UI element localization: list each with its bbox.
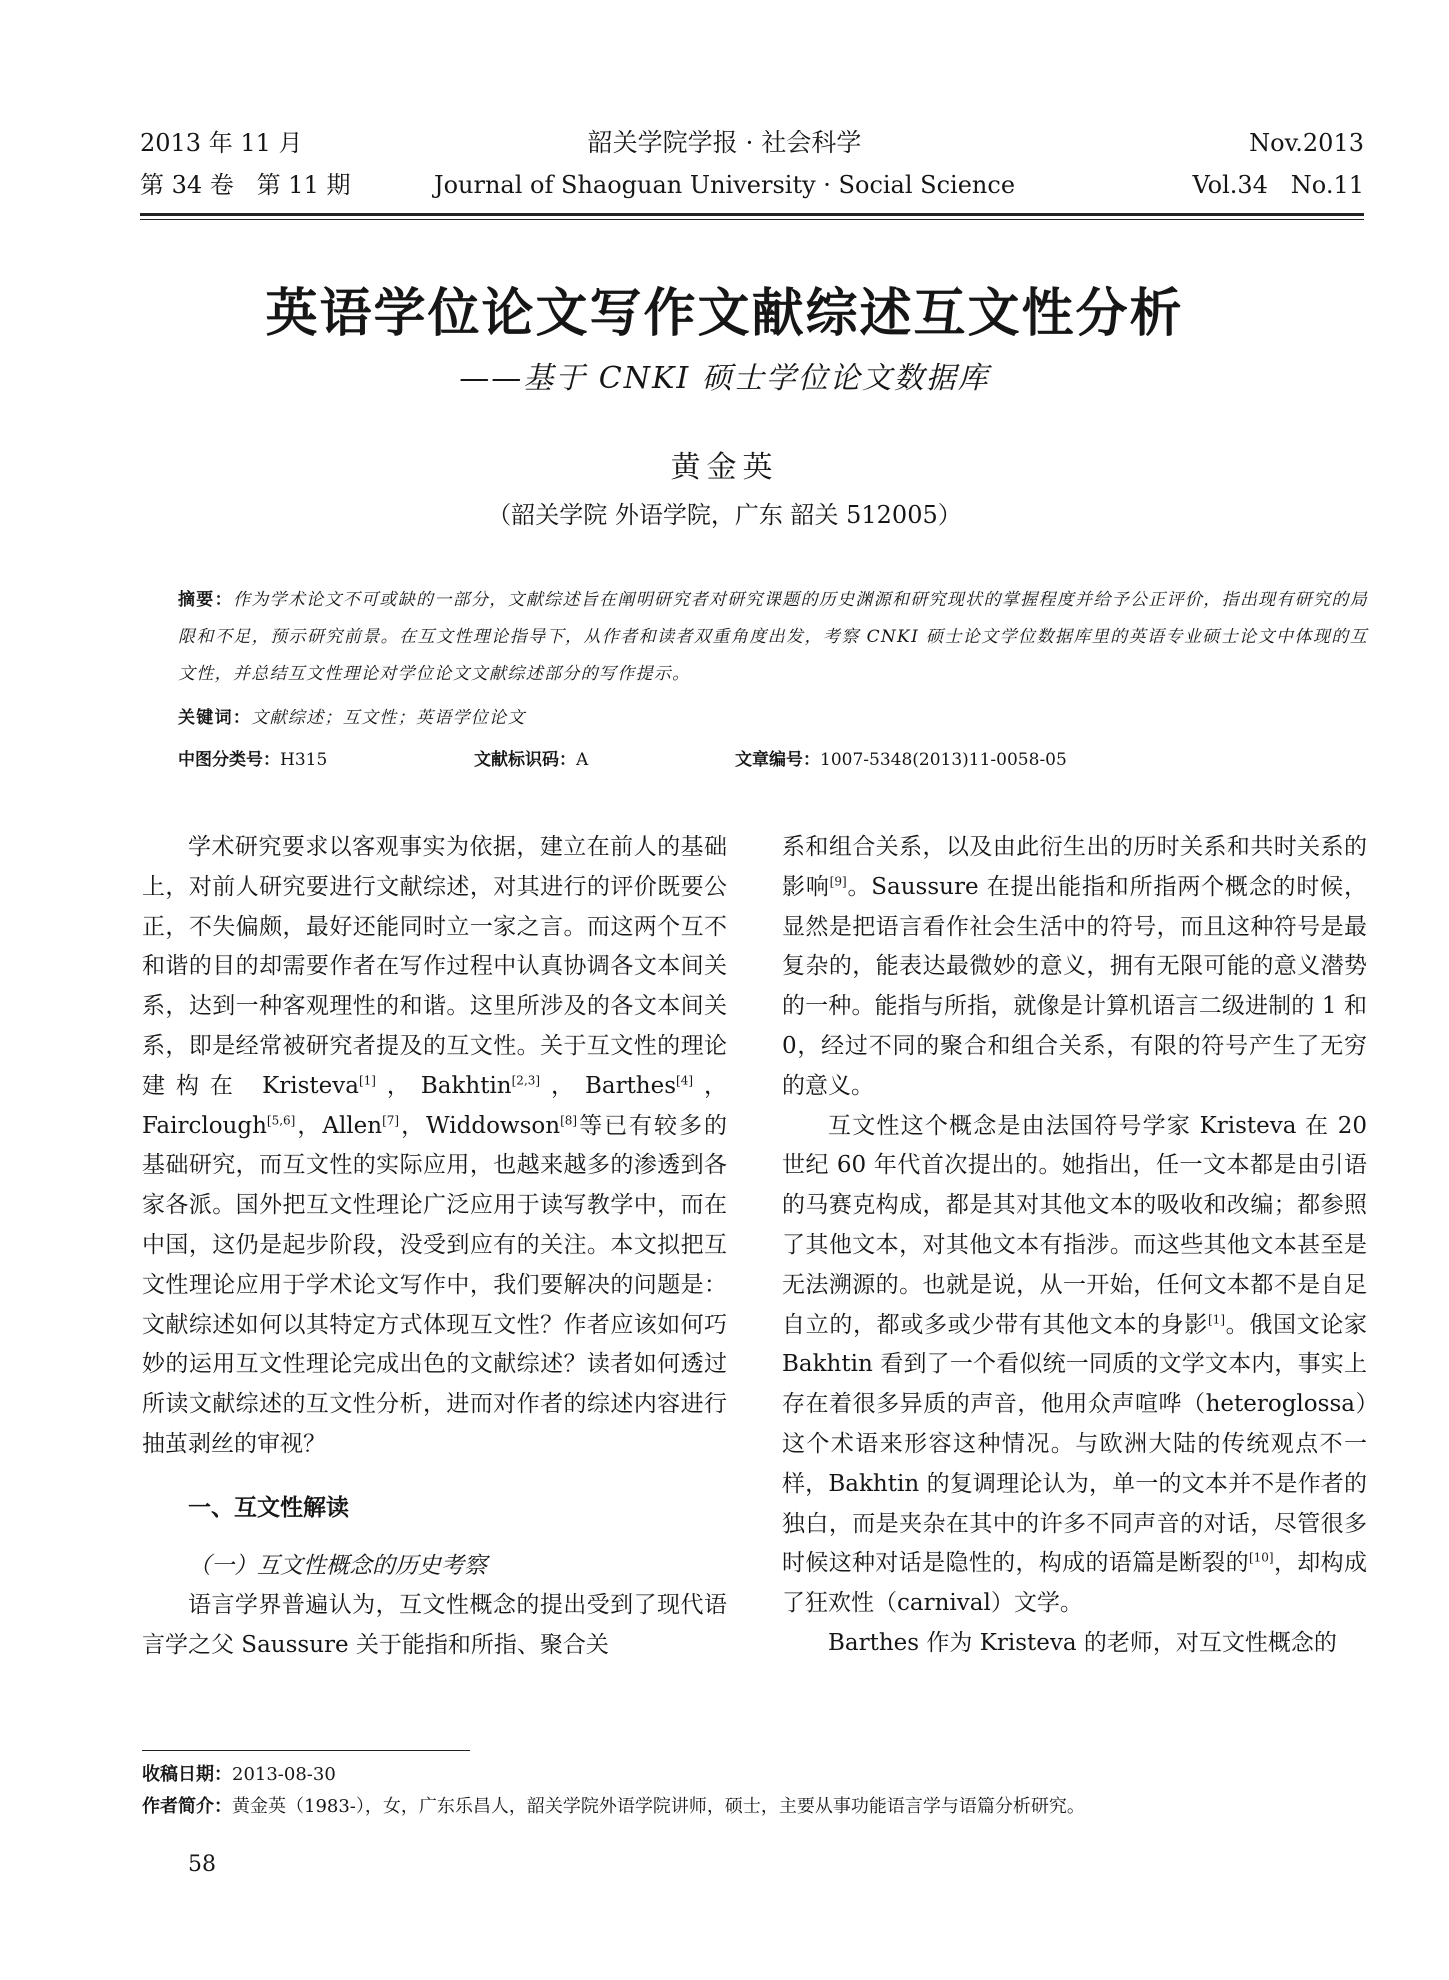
body-column-right (782, 828, 1367, 1664)
abstract-label: 摘要： (178, 590, 233, 610)
clc-number (178, 745, 327, 775)
header-journal-en: Journal of Shaoguan University · Social Science (433, 171, 1016, 199)
document-code-value: A (576, 750, 589, 770)
bio-label: 作者简介： (142, 1796, 232, 1817)
article-author: 黄金英 (670, 450, 779, 485)
header-rule-thin (140, 219, 1364, 220)
header-date-en: Nov.2013 (1249, 129, 1364, 157)
citation-ref[interactable]: [1] (358, 1073, 376, 1088)
header-rule-thick (140, 213, 1364, 216)
footnote-author-bio (142, 1794, 1085, 1820)
page-number: 58 (188, 1852, 216, 1877)
bio-text: 黄金英（1983-），女，广东乐昌人，韶关学院外语学院讲师，硕士，主要从事功能语言学与语篇分析研究。 (232, 1796, 1085, 1817)
received-date: 2013-08-30 (232, 1764, 336, 1785)
citation-ref[interactable]: [8] (560, 1112, 578, 1127)
abstract (178, 582, 1368, 693)
header-date-cn: 2013 年 11 月 (140, 129, 303, 157)
citation-ref[interactable]: [4] (676, 1073, 694, 1088)
paragraph: 系和组合关系，以及由此衍生出的历时关系和共时关系的影响[9]。Saussure 在提出能指和所指两个概念的时候，显然是把语言看作社会生活中的符号，而且这种符号是最复杂的，能表达最微妙的意义，拥有无限可能的意义潜势的一种。能指与所指，就像是计算机语言二级进制的 1 和 0，经过不同的聚合和组合关系，有限的符号产生了无穷的意义。 (782, 834, 1367, 1099)
document-code-label: 文献标识码： (474, 750, 576, 770)
header-volume-en: Vol.34 No.11 (1192, 171, 1364, 199)
citation-ref[interactable]: [1] (1208, 1311, 1225, 1326)
section-heading: 一、互文性解读 (188, 1494, 349, 1521)
article-affiliation: （韶关学院 外语学院，广东 韶关 512005） (487, 501, 962, 529)
keywords-text: 文献综述；互文性；英语学位论文 (251, 708, 526, 728)
citation-ref[interactable]: [10] (1248, 1550, 1274, 1565)
keywords (178, 703, 526, 733)
citation-ref[interactable]: [9] (829, 874, 847, 889)
article-title: 英语学位论文写作文献综述互文性分析 (265, 284, 1184, 344)
paragraph-intro: 学术研究要求以客观事实为依据，建立在前人的基础上，对前人研究要进行文献综述，对其进行的评价既要公正，不失偏颇，最好还能同时立一家之言。而这两个互不和谐的目的却需要作者在写作过程中认真协调各文本间关系，达到一种客观理性的和谐。这里所涉及的各文本间关系，即是经常被研究者提及的互文性。关于互文性的理论建构在 Kristeva[1]，Bakhtin[2,3]，Barthes[4]，Fairclough[5,6]，Allen[7]，Widdowson[8]等已有较多的基础研究，而互文性的实际应用，也越来越多的渗透到各家各派。国外把互文性理论广泛应用于读写教学中，而在中国，这仍是起步阶段，没受到应有的关注。本文拟把互文性理论应用于学术论文写作中，我们要解决的问题是：文献综述如何以其特定方式体现互文性？作者应该如何巧妙的运用互文性理论完成出色的文献综述？读者如何透过所读文献综述的互文性分析，进而对作者的综述内容进行抽茧剥丝的审视？ (142, 834, 727, 1457)
subsection-heading: （一）互文性概念的历史考察 (188, 1552, 487, 1579)
header-journal-cn: 韶关学院学报 · 社会科学 (587, 128, 862, 157)
footnote-received (142, 1762, 336, 1788)
received-label: 收稿日期： (142, 1764, 232, 1785)
keywords-label: 关键词： (178, 708, 252, 728)
body-column-left (142, 828, 727, 1666)
article-number-label: 文章编号： (735, 750, 820, 770)
clc-label: 中图分类号： (178, 750, 280, 770)
citation-ref[interactable]: [5,6] (266, 1112, 296, 1127)
article-number-value: 1007-5348(2013)11-0058-05 (820, 750, 1067, 770)
article-subtitle: ——基于 CNKI 硕士学位论文数据库 (459, 361, 990, 396)
article-number (735, 745, 1067, 775)
paragraph: 互文性这个概念是由法国符号学家 Kristeva 在 20 世纪 60 年代首次提出的。她指出，任一文本都是由引语的马赛克构成，都是其对其他文本的吸收和改编；都参照了其他文本，对其他文本有指涉。而这些其他文本甚至是无法溯源的。也就是说，从一开始，任何文本都不是自足自立的，都或多或少带有其他文本的身影[1]。俄国文论家 Bakhtin 看到了一个看似统一同质的文学文本内，事实上存在着很多异质的声音，他用众声喧哗（heteroglossa）这个术语来形容这种情况。与欧洲大陆的传统观点不一样，Bakhtin 的复调理论认为，单一的文本并不是作者的独白，而是夹杂在其中的许多不同声音的对话，尽管很多时候这种对话是隐性的，构成的语篇是断裂的[10]，却构成了狂欢性（carnival）文学。 (782, 1112, 1368, 1617)
abstract-text: 作为学术论文不可或缺的一部分，文献综述旨在阐明研究者对研究课题的历史渊源和研究现状的掌握程度并给予公正评价，指出现有研究的局限和不足，预示研究前景。在互文性理论指导下，从作者和读者双重角度出发，考察 CNKI 硕士论文学位数据库里的英语专业硕士论文中体现的互文性，并总结互文性理论对学位论文文献综述部分的写作提示。 (178, 590, 1368, 684)
citation-ref[interactable]: [7] (382, 1112, 400, 1127)
paragraph: 语言学界普遍认为，互文性概念的提出受到了现代语言学之父 Saussure 关于能指和所指、聚合关 (142, 1592, 727, 1659)
document-code (474, 745, 588, 775)
header-volume-cn: 第 34 卷 第 11 期 (140, 171, 351, 199)
paragraph: Barthes 作为 Kristeva 的老师，对互文性概念的 (828, 1629, 1337, 1656)
citation-ref[interactable]: [2,3] (511, 1073, 541, 1088)
clc-value: H315 (280, 750, 328, 770)
footnote-rule (142, 1750, 470, 1751)
